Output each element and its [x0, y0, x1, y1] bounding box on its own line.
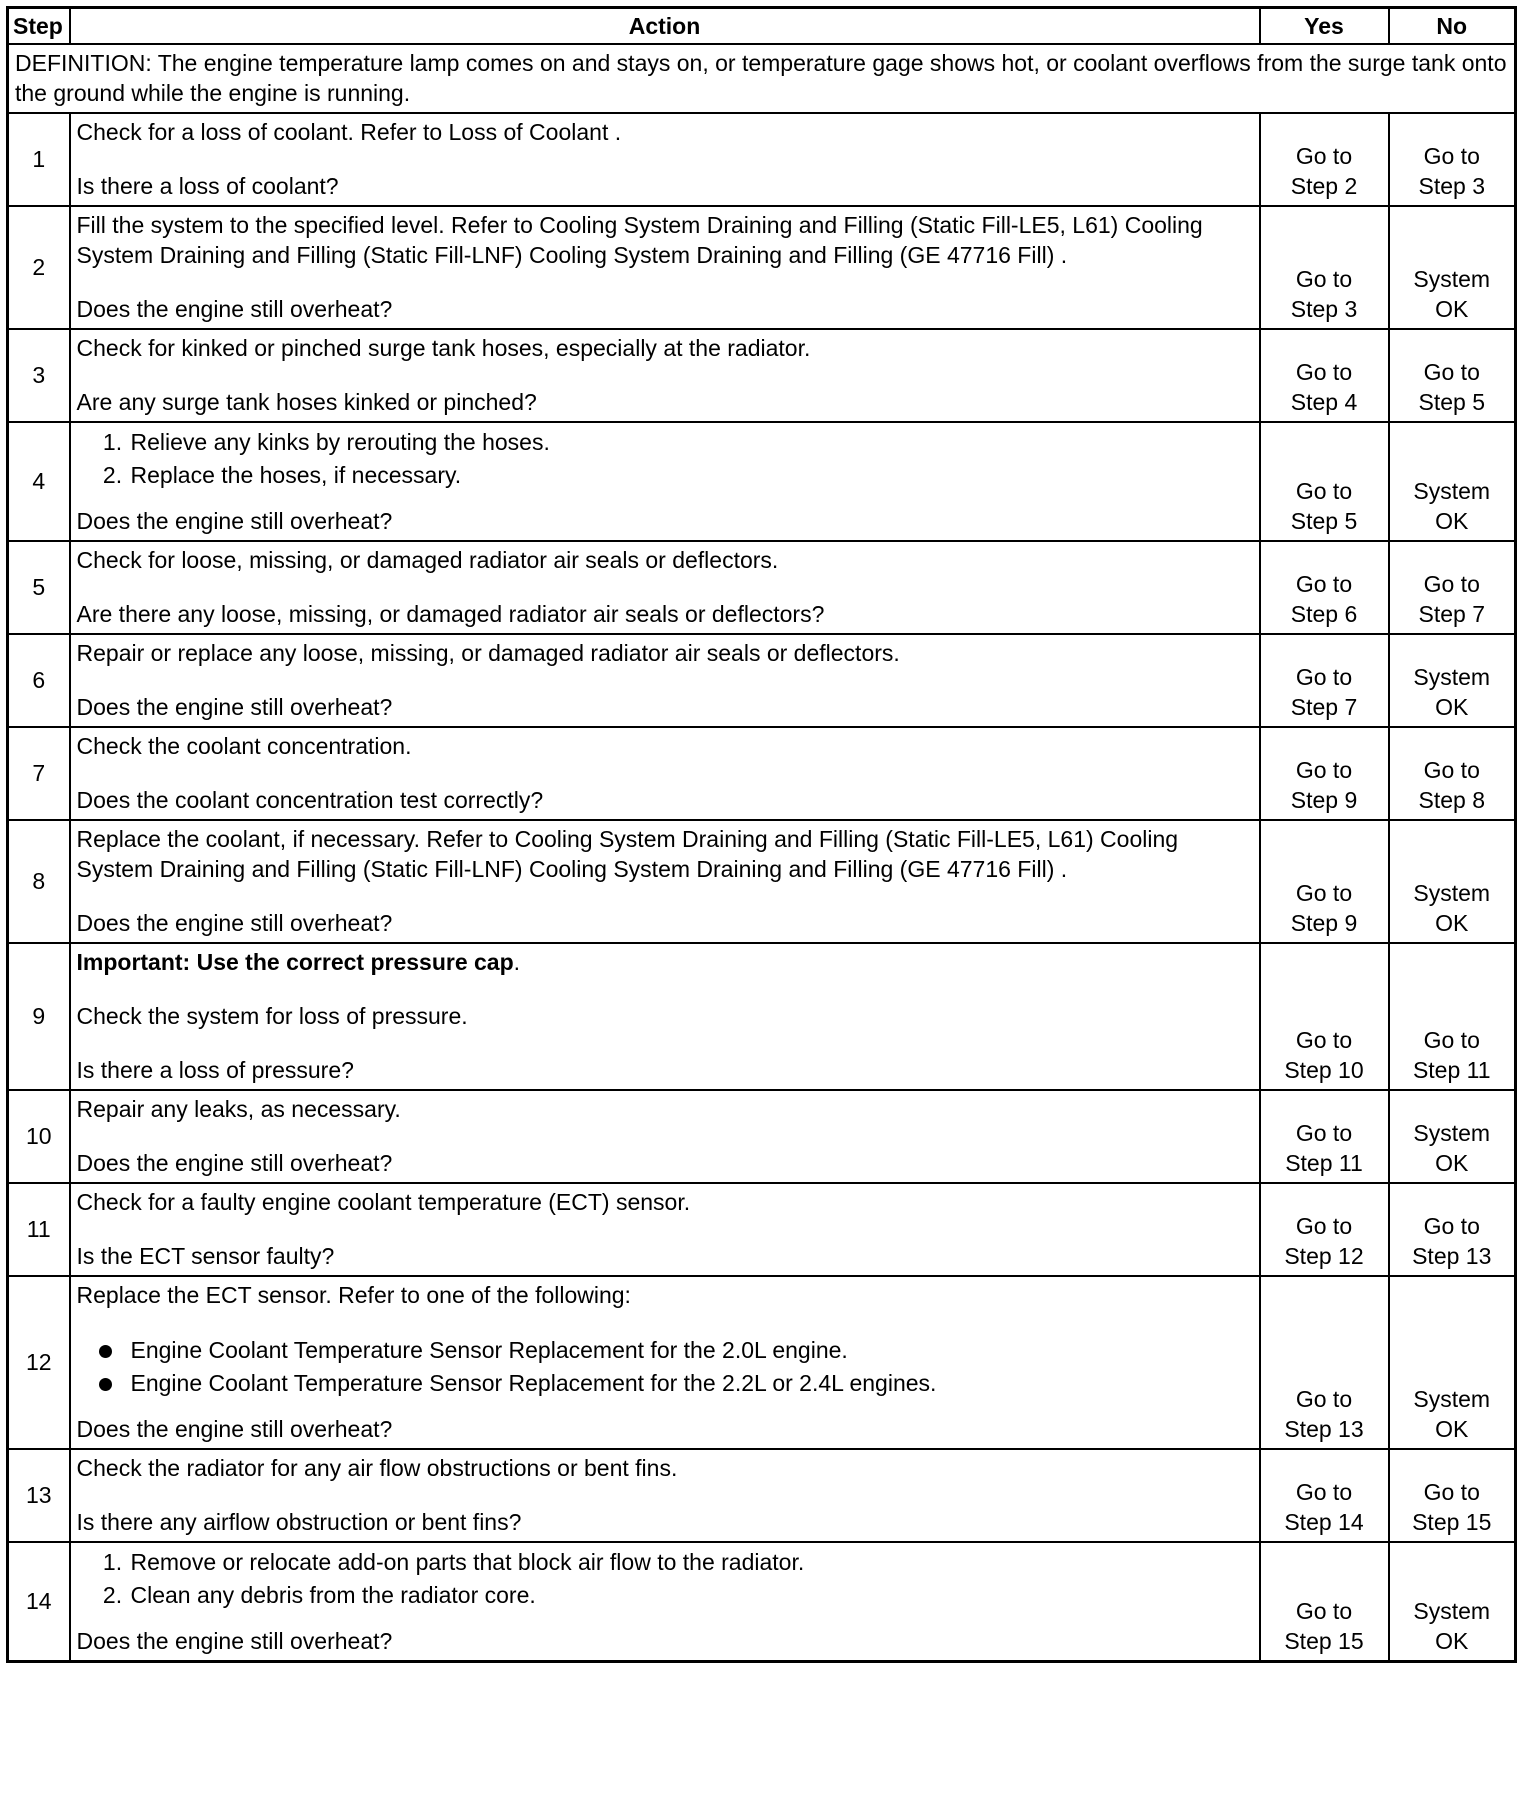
yes-result-line: Step 7: [1290, 694, 1358, 720]
step-number: 12: [8, 1276, 70, 1449]
bullet-dot-icon: [99, 1378, 112, 1391]
bullet-text: Engine Coolant Temperature Sensor Replacement for the 2.2L or 2.4L engines.: [130, 1370, 937, 1396]
action-cell: [70, 727, 1260, 820]
bullet-dot-icon: [99, 1345, 112, 1358]
no-cell: [1389, 329, 1516, 422]
yes-cell: [1260, 1183, 1389, 1276]
action-text: Repair or replace any loose, missing, or damaged radiator air seals or deflectors.: [76, 640, 900, 666]
yes-result-line: Step 2: [1290, 173, 1358, 199]
yes-result-line: Go to: [1295, 143, 1353, 169]
numbered-list: [77, 1546, 1253, 1612]
action-text: Fill the system to the specified level. Refer to Cooling System Draining and Filling (Static Fill-LE5, L61) Cooling System Draining and Filling (Static Fill-LNF) Cooling System Draining and Filling (GE 47716 Fill) .: [76, 212, 1203, 268]
no-cell: [1389, 1276, 1516, 1449]
yes-cell: [1260, 329, 1389, 422]
yes-result-line: Go to: [1295, 1120, 1353, 1146]
action-text: Check for a loss of coolant. Refer to Loss of Coolant .: [76, 119, 622, 145]
question-text: Does the engine still overheat?: [76, 1416, 393, 1442]
no-cell: [1389, 1090, 1516, 1183]
action-cell: [70, 634, 1260, 727]
no-result-line: OK: [1435, 1150, 1469, 1176]
question-text: Does the engine still overheat?: [76, 1628, 393, 1654]
step-row: [8, 1276, 1516, 1449]
step-row: [8, 113, 1516, 206]
action-cell: [70, 1183, 1260, 1276]
yes-cell: [1260, 727, 1389, 820]
yes-result-line: Go to: [1295, 757, 1353, 783]
question-text: Is there any airflow obstruction or bent fins?: [76, 1509, 522, 1535]
step-row: [8, 206, 1516, 329]
no-result-line: Step 11: [1412, 1057, 1491, 1083]
yes-result-line: Step 15: [1284, 1628, 1364, 1654]
action-text: Replace the ECT sensor. Refer to one of the following:: [76, 1282, 631, 1308]
action-cell: [70, 329, 1260, 422]
no-result-line: System: [1413, 478, 1491, 504]
step-row: [8, 1090, 1516, 1183]
no-result-line: System: [1413, 664, 1491, 690]
action-text: Check the coolant concentration.: [76, 733, 412, 759]
no-result-line: Go to: [1423, 1027, 1480, 1053]
no-result-line: Step 15: [1412, 1509, 1492, 1535]
action-text: Check for kinked or pinched surge tank hoses, especially at the radiator.: [76, 335, 811, 361]
action-text: Repair any leaks, as necessary.: [76, 1096, 401, 1122]
no-cell: [1389, 206, 1516, 329]
list-item: 2. Replace the hoses, if necessary.: [129, 459, 1253, 492]
no-result-line: OK: [1435, 910, 1469, 936]
step-number: 9: [8, 943, 70, 1090]
no-cell: [1389, 634, 1516, 727]
step-number: 10: [8, 1090, 70, 1183]
yes-result-line: Go to: [1295, 1598, 1353, 1624]
step-row: [8, 727, 1516, 820]
yes-result-line: Step 5: [1290, 508, 1358, 534]
question-text: Does the engine still overheat?: [76, 508, 393, 534]
yes-cell: [1260, 1542, 1389, 1662]
numbered-list: [77, 426, 1253, 492]
yes-cell: [1260, 541, 1389, 634]
step-number: 1: [8, 113, 70, 206]
question-text: Does the engine still overheat?: [76, 910, 393, 936]
diagnostic-table-page: [6, 6, 1514, 1663]
list-item: 1. Remove or relocate add-on parts that block air flow to the radiator.: [129, 1546, 1253, 1579]
question-text: Is there a loss of coolant?: [76, 173, 339, 199]
yes-result-line: Step 12: [1284, 1243, 1364, 1269]
question-text: Does the engine still overheat?: [76, 694, 393, 720]
no-result-line: System: [1413, 1386, 1491, 1412]
yes-result-line: Step 14: [1284, 1509, 1364, 1535]
no-result-line: Step 7: [1418, 601, 1485, 627]
question-text: Does the coolant concentration test correctly?: [76, 787, 544, 813]
yes-cell: [1260, 1090, 1389, 1183]
question-text: Are there any loose, missing, or damaged radiator air seals or deflectors?: [76, 601, 825, 627]
action-cell: [70, 422, 1260, 541]
no-result-line: Go to: [1423, 1213, 1480, 1239]
yes-result-line: Go to: [1295, 266, 1353, 292]
definition-text: DEFINITION: The engine temperature lamp comes on and stays on, or temperature gage shows hot, or coolant overflows from the surge tank onto the ground while the engine is running.: [8, 44, 1516, 113]
action-text: Replace the coolant, if necessary. Refer to Cooling System Draining and Filling (Static Fill-LE5, L61) Cooling System Draining and Filling (Static Fill-LNF) Cooling System Draining and Filling (GE 47716 Fill) .: [76, 826, 1179, 882]
action-cell: [70, 1542, 1260, 1662]
important-text: Important: Use the correct pressure cap: [76, 949, 514, 975]
no-result-line: Step 3: [1418, 173, 1485, 199]
yes-result-line: Go to: [1295, 571, 1353, 597]
yes-result-line: Step 3: [1290, 296, 1358, 322]
yes-result-line: Step 10: [1284, 1057, 1364, 1083]
yes-cell: [1260, 422, 1389, 541]
step-number: 7: [8, 727, 70, 820]
question-text: Does the engine still overheat?: [76, 1150, 393, 1176]
action-cell: [70, 1090, 1260, 1183]
step-row: [8, 329, 1516, 422]
step-row: [8, 1183, 1516, 1276]
step-number: 5: [8, 541, 70, 634]
step-number: 4: [8, 422, 70, 541]
bullet-text: Engine Coolant Temperature Sensor Replacement for the 2.0L engine.: [130, 1337, 848, 1363]
no-cell: [1389, 727, 1516, 820]
header-row: [8, 8, 1516, 45]
yes-result-line: Go to: [1295, 1386, 1353, 1412]
yes-cell: [1260, 634, 1389, 727]
no-result-line: Go to: [1423, 359, 1480, 385]
yes-result-line: Go to: [1295, 1479, 1353, 1505]
no-result-line: OK: [1435, 694, 1469, 720]
list-item: 2. Clean any debris from the radiator core.: [129, 1579, 1253, 1612]
step-number: 11: [8, 1183, 70, 1276]
no-cell: [1389, 1542, 1516, 1662]
step-number: 14: [8, 1542, 70, 1662]
no-result-line: Step 5: [1418, 389, 1485, 415]
yes-header: Yes: [1260, 8, 1389, 45]
yes-result-line: Step 11: [1285, 1150, 1363, 1176]
no-result-line: Go to: [1423, 757, 1480, 783]
no-result-line: OK: [1435, 296, 1469, 322]
yes-cell: [1260, 206, 1389, 329]
no-cell: [1389, 1183, 1516, 1276]
no-result-line: OK: [1435, 508, 1469, 534]
step-row: [8, 1449, 1516, 1542]
step-row: [8, 943, 1516, 1090]
action-text: Check the system for loss of pressure.: [76, 1003, 468, 1029]
yes-result-line: Step 6: [1290, 601, 1358, 627]
action-text: Check for a faulty engine coolant temperature (ECT) sensor.: [76, 1189, 691, 1215]
yes-cell: [1260, 1276, 1389, 1449]
step-number: 3: [8, 329, 70, 422]
no-result-line: System: [1413, 1120, 1491, 1146]
no-cell: [1389, 422, 1516, 541]
yes-result-line: Go to: [1295, 478, 1353, 504]
no-result-line: Step 13: [1412, 1243, 1492, 1269]
diagnostic-table: [6, 6, 1517, 1663]
yes-cell: [1260, 943, 1389, 1090]
yes-cell: [1260, 1449, 1389, 1542]
question-text: Are any surge tank hoses kinked or pinched?: [76, 389, 537, 415]
bullet-item: [129, 1334, 1253, 1367]
yes-result-line: Go to: [1295, 1027, 1353, 1053]
action-text: Check the radiator for any air flow obstructions or bent fins.: [76, 1455, 678, 1481]
yes-result-line: Go to: [1295, 664, 1353, 690]
yes-result-line: Go to: [1295, 1213, 1353, 1239]
no-result-line: OK: [1435, 1628, 1469, 1654]
question-text: Does the engine still overheat?: [76, 296, 393, 322]
definition-row: [8, 44, 1516, 113]
step-header: Step: [8, 8, 70, 45]
action-header: Action: [70, 8, 1260, 45]
yes-result-line: Go to: [1295, 359, 1353, 385]
yes-result-line: Step 9: [1290, 910, 1358, 936]
step-number: 8: [8, 820, 70, 943]
yes-result-line: Step 13: [1284, 1416, 1364, 1442]
step-row: [8, 422, 1516, 541]
action-cell: [70, 206, 1260, 329]
list-item: 1. Relieve any kinks by rerouting the hoses.: [129, 426, 1253, 459]
step-row: [8, 1542, 1516, 1662]
no-cell: [1389, 943, 1516, 1090]
yes-cell: [1260, 113, 1389, 206]
action-cell: [70, 820, 1260, 943]
action-cell: [70, 1276, 1260, 1449]
step-row: [8, 541, 1516, 634]
no-result-line: System: [1413, 880, 1491, 906]
no-cell: [1389, 113, 1516, 206]
yes-result-line: Step 9: [1290, 787, 1358, 813]
step-number: 6: [8, 634, 70, 727]
important-end: .: [513, 949, 521, 975]
no-result-line: OK: [1435, 1416, 1469, 1442]
step-row: [8, 820, 1516, 943]
yes-result-line: Go to: [1295, 880, 1353, 906]
step-number: 13: [8, 1449, 70, 1542]
no-cell: [1389, 541, 1516, 634]
action-cell: [70, 943, 1260, 1090]
action-cell: [70, 1449, 1260, 1542]
no-result-line: System: [1413, 266, 1491, 292]
bullet-item: [129, 1367, 1253, 1400]
action-cell: [70, 113, 1260, 206]
no-cell: [1389, 1449, 1516, 1542]
question-text: Is there a loss of pressure?: [76, 1057, 354, 1083]
no-header: No: [1389, 8, 1516, 45]
bullet-list: [77, 1334, 1253, 1400]
step-number: 2: [8, 206, 70, 329]
action-text: Check for loose, missing, or damaged radiator air seals or deflectors.: [76, 547, 779, 573]
no-result-line: Step 8: [1418, 787, 1485, 813]
question-text: Is the ECT sensor faulty?: [76, 1243, 335, 1269]
step-row: [8, 634, 1516, 727]
no-result-line: Go to: [1423, 1479, 1480, 1505]
important-note: [77, 947, 1253, 977]
no-result-line: Go to: [1423, 143, 1480, 169]
no-cell: [1389, 820, 1516, 943]
yes-result-line: Step 4: [1290, 389, 1358, 415]
no-result-line: Go to: [1423, 571, 1480, 597]
action-cell: [70, 541, 1260, 634]
no-result-line: System: [1413, 1598, 1491, 1624]
yes-cell: [1260, 820, 1389, 943]
